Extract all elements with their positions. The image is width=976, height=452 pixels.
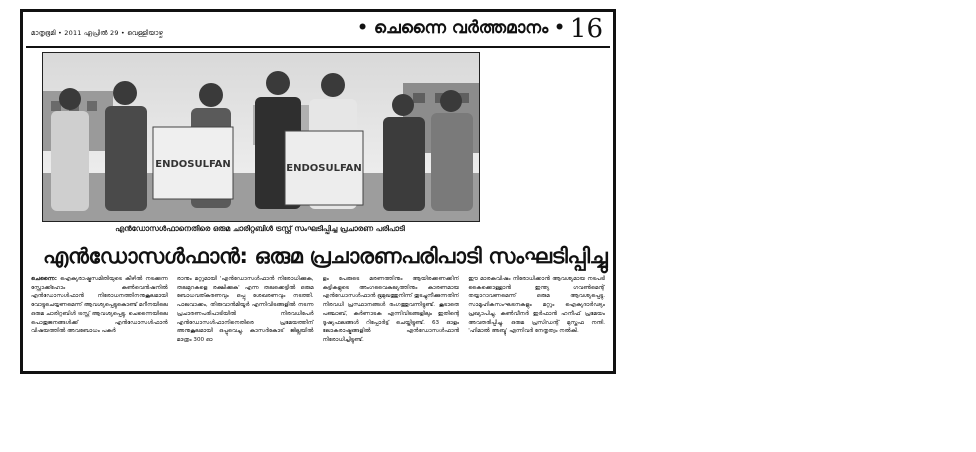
column-2-text: രാനും മറ്റുമായി 'എൻഡോസൾഫാൻ നിരോധിക്കുക, തലമുറകളെ രക്ഷിക്കുക' എന്ന തലക്കെട്ടിൽ ഒരുമ ബോധവത്കരണവും ഒപ്പു ശേഖരണവും നടത്തി. പാലവാക്കം, തിരുവാൻമിയൂർ എന്നിവിടങ്ങളിൽ നടന്ന പ്രചാരണപരിപാടിയിൽ നിരവധിപേർ എൻഡോസൾഫാനിനെതിരെ പ്രമേയത്തിന് അനുകൂലമായി ഒപ്പുവെച്ചു. കാസർകോട് ജില്ലയിൽ മാത്രം 300 ഓ [176, 276, 314, 343]
article-headline: എൻഡോസൾഫാൻ: ഒരുമ പ്രചാരണപരിപാടി സംഘടിപ്പിച്ചു [43, 244, 608, 268]
article-column-3 [323, 275, 460, 371]
news-photo [42, 52, 480, 222]
placard-right-text: ENDOSULFAN [286, 163, 362, 174]
page-number: 16 [569, 14, 603, 44]
page-header [29, 16, 607, 44]
column-4-text: ഈ മാരകവിഷം നിരോധിക്കാൻ ആവശ്യമായ നടപടി കൈക്കൊള്ളാൻ ഇന്ത്യ ഗവൺമെന്റ് തയ്യാറാവണമെന്ന് ഒരുമ ആവശ്യപ്പെട്ടു. സാമൂഹികസംഘടനകളും മറ്റും ഐക്യദാർഢ്യം പ്രഖ്യാപിച്ചു. കൺവീനർ ഇർഫാൻ ഹനീഫ് പ്രമേയം അവതരിപ്പിച്ചു. ഒരുമ പ്രസിഡന്റ് മുസ്തഫ നന്ദി. 'ഹിമാൽ അബ്ദു' എന്നിവർ നേതൃത്വം നൽകി. [468, 276, 605, 335]
column-1-text: ഐക്യരാഷ്ട്രസമിതിയുടെ കീഴിൽ നടക്കുന്ന സ്റ്റോക്ക്ഹോം കൺവെൻഷനിൽ എൻഡോസൾഫാൻ നിരോധനത്തിനനുകൂലമായി വോട്ടുചെയ്യണമെന്ന് ആവശ്യപ്പെട്ടുകൊണ്ട് മറീനയിലെ ഒരുമ ചാരിറ്റബിൾ ട്രസ്റ്റ് ആവശ്യപ്പെട്ടു. ചെന്നൈയിലെ പൊതുജനങ്ങൾക്ക് എൻഡോസൾഫാൻ വിഷയത്തിൽ അവബോധം പകർ [31, 276, 168, 335]
section-title: • ചെന്നൈ വർത്തമാനം • [357, 18, 565, 38]
article-dateline: ചെന്നൈ: [31, 276, 57, 282]
column-3-text: ളം പേരുടെ മരണത്തിനും ആയിരക്കണക്കിന് കുട്ടികളുടെ അംഗവൈകല്യത്തിനും കാരണമായ എൻഡോസൾഫാൻ ഭൂമുഖത്തുനിന്ന് തുടച്ചുനീക്കുന്നതിന് നിരവധി പ്രസ്ഥാനങ്ങൾ രംഗത്തുവന്നിട്ടുണ്ട്. കൂടാതെ പഞ്ചാബ്, കർണാടക എന്നിവിടങ്ങളിലും ഇതിന്റെ ദൂഷ്യഫലങ്ങൾ റിപ്പോർട്ട് ചെയ്തിട്ടുണ്ട്. 63 ഓളം ലോകരാഷ്ട്രങ്ങളിൽ എൻഡോസൾഫാൻ നിരോധിച്ചിട്ടുണ്ട്. [322, 276, 460, 343]
article-body [31, 275, 605, 371]
header-dateline: മാതൃഭൂമി • 2011 ഏപ്രിൽ 29 • വെള്ളിയാഴ്ച [31, 29, 163, 37]
placard-left-text: ENDOSULFAN [155, 159, 231, 170]
photo-caption: എൻഡോസൾഫാനെതിരെ ഒരുമ ചാരിറ്റബിൾ ട്രസ്റ്റ് സംഘടിപ്പിച്ച പ്രചാരണ പരിപാടി [115, 224, 405, 233]
header-rule [26, 46, 610, 48]
placard-right [285, 131, 363, 205]
article-column-4 [468, 275, 605, 371]
placard-left [153, 127, 233, 199]
article-column-2 [177, 275, 314, 371]
protest-photo-illustration [43, 53, 479, 221]
article-column-1 [31, 275, 168, 371]
newspaper-clipping [20, 9, 616, 374]
